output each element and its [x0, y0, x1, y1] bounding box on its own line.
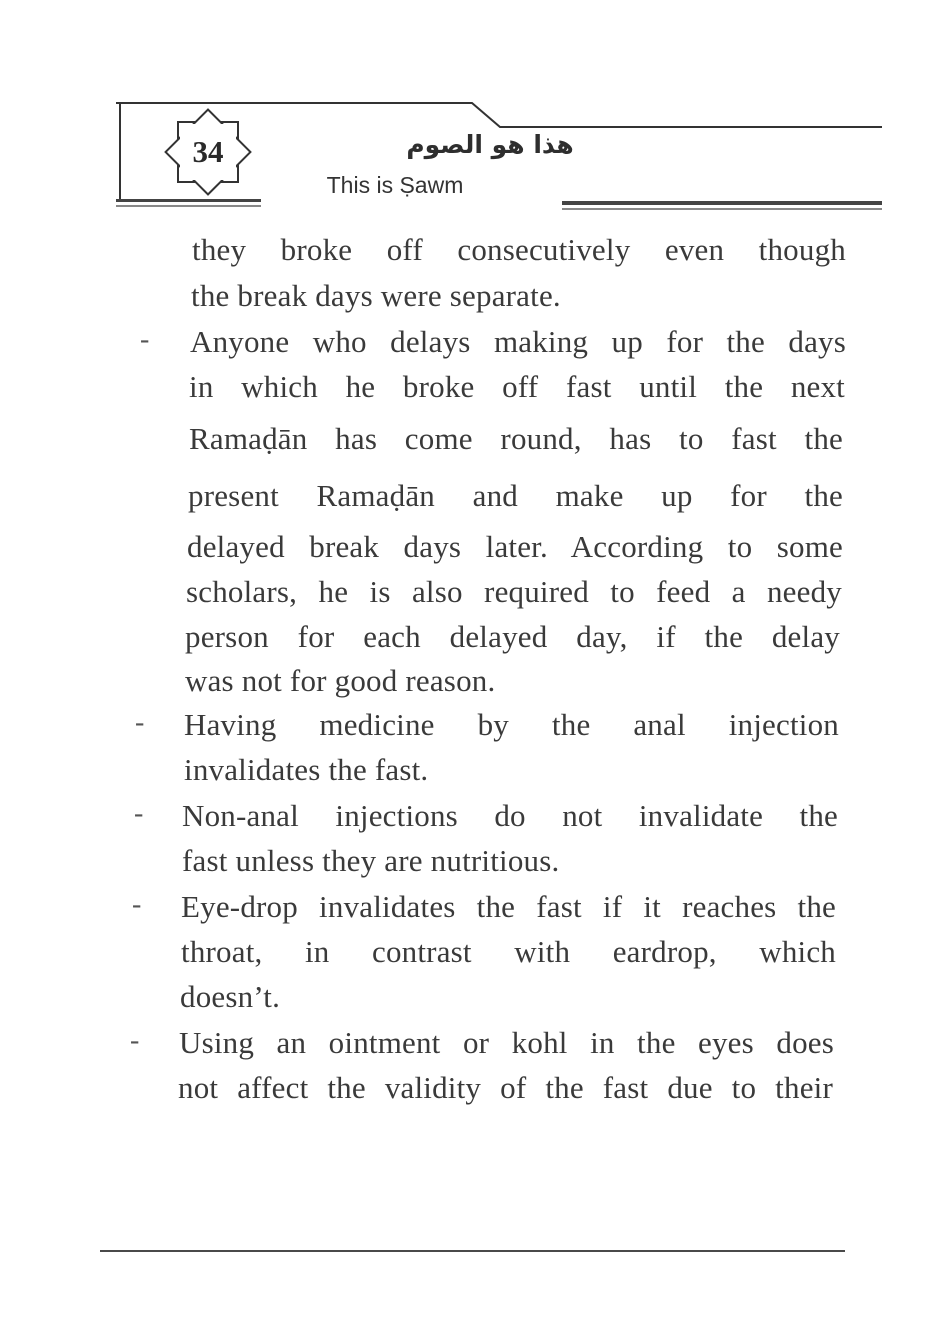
text-line: Ramaḍān has come round, has to fast the [189, 421, 843, 456]
text-line: the break days were separate. [191, 278, 561, 313]
bullet-dash: - [134, 798, 144, 829]
text-line: person for each delayed day, if the delay [185, 619, 840, 654]
text-line: Anyone who delays making up for the days [190, 324, 846, 359]
text-line: doesn’t. [180, 979, 281, 1014]
header-bottom-left-rule-2 [116, 205, 261, 207]
text-line: they broke off consecutively even though [192, 232, 846, 267]
text-line: scholars, he is also required to feed a needy [186, 574, 842, 609]
text-line: Eye-drop invalidates the fast if it reaches the [181, 889, 836, 924]
bullet-dash: - [130, 1025, 140, 1056]
english-title: This is Ṣawm [326, 172, 464, 198]
arabic-title: هذا هو الصوم [406, 130, 574, 159]
text-line: throat, in contrast with eardrop, which [181, 934, 836, 969]
text-line: fast unless they are nutritious. [182, 843, 560, 878]
text-line: not affect the validity of the fast due to their [178, 1070, 833, 1105]
header-bottom-right-rule-2 [562, 208, 882, 210]
text-line: Having medicine by the anal injection [184, 707, 839, 742]
text-line: Non-anal injections do not invalidate the [182, 798, 838, 833]
text-line: present Ramaḍān and make up for the [188, 478, 843, 513]
page-number: 34 [192, 134, 224, 169]
text-line: was not for good reason. [185, 663, 496, 698]
footer-rule [100, 1250, 845, 1252]
header-bottom-left-rule [116, 199, 261, 202]
text-line: in which he broke off fast until the next [189, 369, 845, 404]
bullet-dash: - [135, 707, 145, 738]
text-line: Using an ointment or kohl in the eyes does [179, 1025, 834, 1060]
bullet-dash: - [132, 889, 142, 920]
text-line: delayed break days later. According to some [187, 529, 843, 564]
bullet-dash: - [140, 324, 150, 355]
text-line: invalidates the fast. [184, 752, 429, 787]
header-bottom-right-rule [562, 201, 882, 205]
